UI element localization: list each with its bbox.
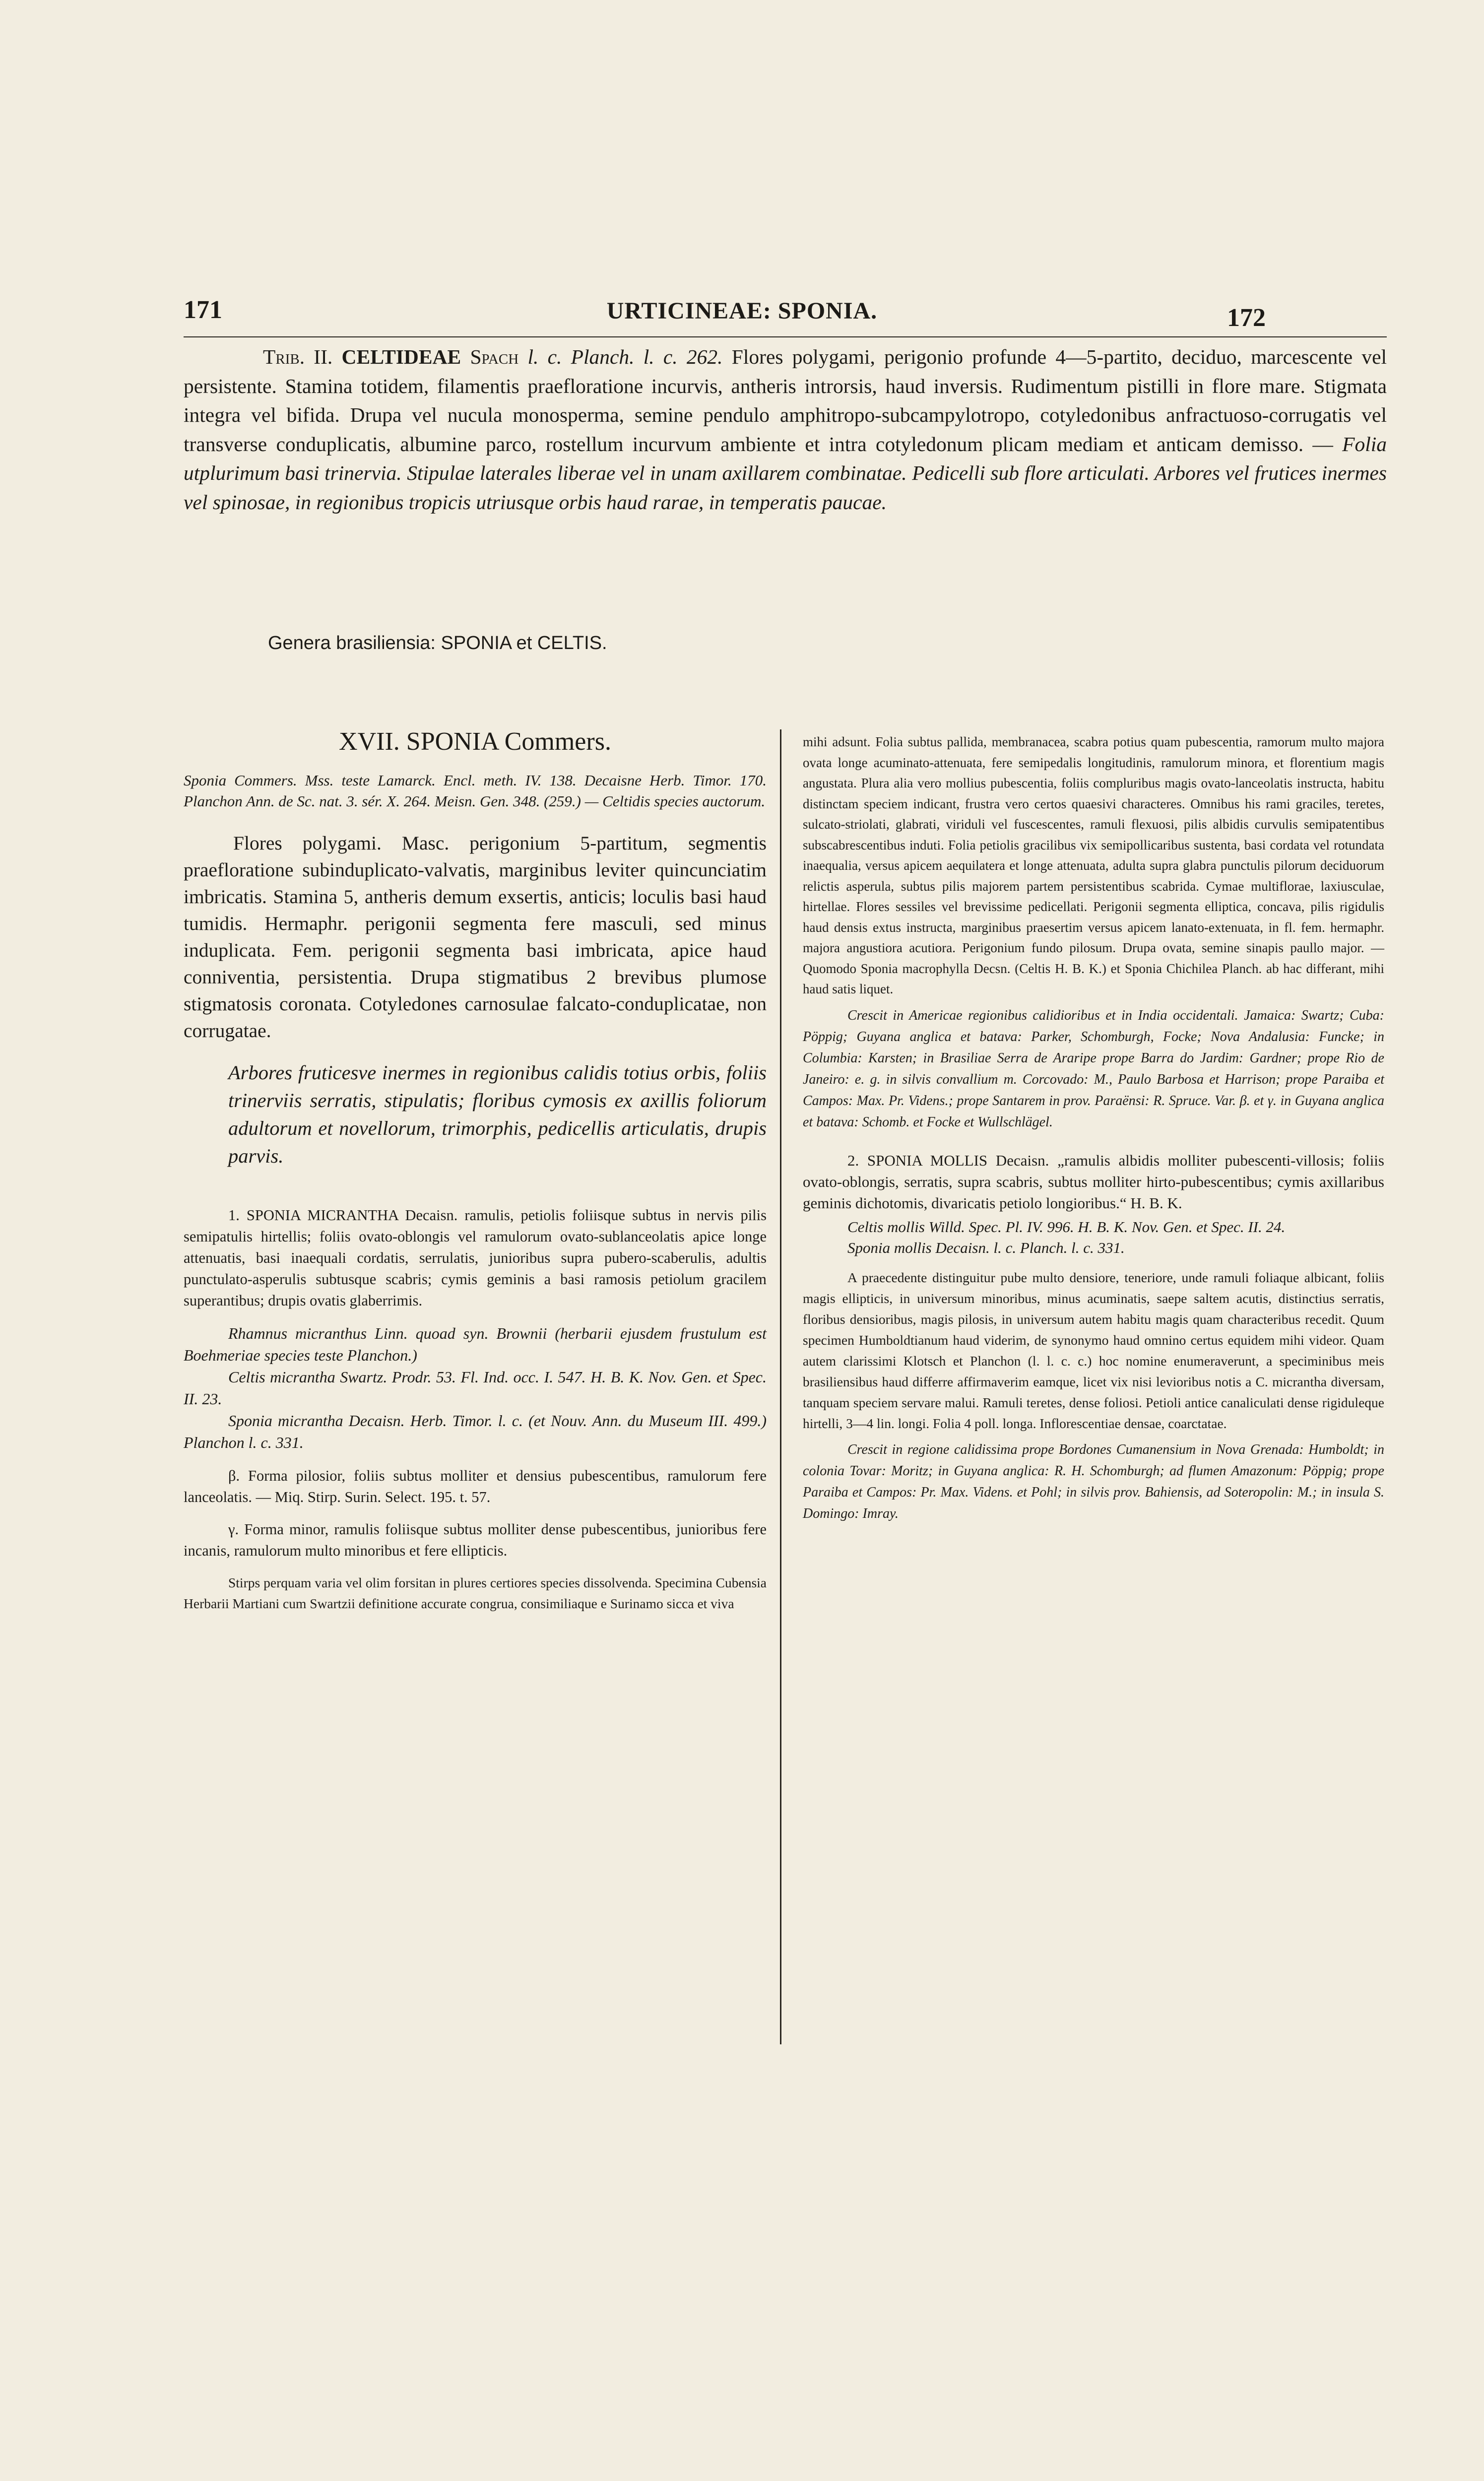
- page-number-right: 172: [1227, 304, 1266, 332]
- species1-ref-3: Sponia micrantha Decaisn. Herb. Timor. l. c. (et Nouv. Ann. du Museum III. 499.) Planchon l. c. 331.: [184, 1412, 767, 1451]
- species2-ref-1: Celtis mollis Willd. Spec. Pl. IV. 996. H. B. K. Nov. Gen. et Spec. II. 24.: [847, 1218, 1286, 1236]
- species1-diagnosis: ramulis, petiolis foliisque subtus in nervis pilis semipatulis hirtellis; foliis ovato-oblongis vel ramulorum ovato-sublanceolatis apice longe attenuatis, basi inaequali cordatis, serrulatis, junioribus supra pubero-scaberulis, adultis punctulato-asperulis subtusque scabris; cymis geminis a basi ramosis petiolum gracilem superantibus; drupis ovatis glaberrimis.: [184, 1207, 767, 1309]
- tribe-ref2: Planch. l. c. 262.: [571, 345, 723, 368]
- genera-brasiliensia: Genera brasiliensia: SPONIA et CELTIS.: [268, 633, 607, 653]
- running-title: URTICINEAE: SPONIA.: [606, 298, 878, 324]
- species2-notes: A praecedente distinguitur pube multo densiore, teneriore, unde ramuli foliaque albicant, foliis magis ellipticis, in universum minoribus, minus acuminatis, saepe saltem acutis, distinctius serratis, floribus densioribus, magis pilosis, in universum autem habitu magis quam characteribus recedit. Quum specimen Humboldtianum haud viderim, de synonymo haud omnino certus equidem mihi videor. Quam autem clarissimi Klotsch et Planchon (l. l. c. c.) hoc nomine enumeraverunt, a speciminibus meis brasiliensibus haud differre affirmaverim eamque, licet vix nisi levioribus notis a C. micrantha diversam, tanquam speciem servare malui. Ramuli teretes, dense foliosi. Petioli antice canaliculati dense rigiduleque hirtelli, 3—4 lin. longi. Folia 4 poll. longa. Inflorescentiae densae, coarctatae.: [803, 1269, 1384, 1431]
- species1-distribution: Crescit in Americae regionibus calidioribus et in India occidentali. Jamaica: Swartz; Cuba: Pöppig; Guyana anglica et batava: Parker, Schomburgh, Focke; Nova Andalusia: Funcke; in Columbia: Karsten; in Brasiliae Serra de Araripe prope Barra do Jardim: Gardner; prope Rio de Janeiro: e. g. in silvis convallium m. Corcovado: M., Paulo Barbosa et Harrison; prope Paraiba et Campos: Max. Pr. Videns.; prope Santarem in prov. Paraënsi: R. Spruce. Var. β. et γ. in Guyana anglica et batava: Schomb. et Focke et Wullschlägel.: [803, 1007, 1384, 1130]
- tribe-text1: Flores polygami, perigonio profunde 4—5-partito, deciduo, marcescente vel persistente. Stamina totidem, filamentis praefloratione incurvis, antheris introrsis, haud inversis. Rudimentum pistilli in flore mare. Stigmata integra vel bifida. Drupa vel nucula monosperma, semine pendulo amphitropo-subcampylotropo, cotyledonibus anfractuoso-corrugatis vel transverse conduplicatis, albumine parco, rostellum incurvum ambiente et intra cotyledonum plicam mediam et anticam demisso. —: [184, 345, 1387, 456]
- species1-var-beta: β. Forma pilosior, foliis subtus molliter et densius pubescentibus, ramulorum fere lanceolatis. — Miq. Stirp. Surin. Select. 195. t. 57.: [184, 1467, 767, 1505]
- species2-heading: 2. SPONIA MOLLIS Decaisn.: [847, 1151, 1049, 1169]
- species1-ref-2: Celtis micrantha Swartz. Prodr. 53. Fl. Ind. occ. I. 547. H. B. K. Nov. Gen. et Spec. II. 23.: [184, 1368, 767, 1408]
- tribe-name: CELTIDEAE: [341, 345, 461, 368]
- species2-distribution: Crescit in regione calidissima prope Bordones Cumanensium in Nova Grenada: Humboldt; in colonia Tovar: Moritz; in Guyana anglica: R. H. Schomburgh; ad flumen Amazonum: Pöppig; prope Paraiba et Campos: Pr. Max. Videns. et Pohl; in silvis prov. Bahiensis, ad Soteropolin: M.; in insula S. Domingo: Imray.: [803, 1441, 1384, 1521]
- species2-entry: [803, 1150, 1384, 1214]
- tribe-description: [184, 342, 1387, 517]
- genus-habit: Arbores fruticesve inermes in regionibus calidis totius orbis, foliis trinerviis serratis, stipulatis; floribus cymosis ex axillis foliorum adultorum et novellorum, trimorphis, pedicellis articulatis, drupis parvis.: [228, 1061, 767, 1167]
- tribe-label: Trib. II.: [263, 345, 333, 368]
- species1-var-gamma: γ. Forma minor, ramulis foliisque subtus molliter dense pubescentibus, junioribus fere incanis, ramulorum multo minoribus et fere ellipticis.: [184, 1521, 767, 1559]
- column-divider: [780, 729, 781, 2044]
- species1-heading: 1. SPONIA MICRANTHA Decaisn.: [228, 1207, 458, 1224]
- species1-ref-1: Rhamnus micranthus Linn. quoad syn. Brownii (herbarii ejusdem frustulum est Boehmeriae species teste Planchon.): [184, 1324, 767, 1364]
- species1-entry: [184, 1205, 767, 1311]
- species2-diagnosis: „ramulis albidis molliter pubescenti-villosis; foliis ovato-oblongis, serratis, supra scabris, subtus molliter hirto-pubescentibus; cymis axillaribus geminis dichotomis, divaricatis petiolo longioribus.“ H. B. K.: [803, 1151, 1384, 1212]
- genus-description: Flores polygami. Masc. perigonium 5-partitum, segmentis praefloratione subinduplicato-valvatis, marginibus leviter quincunciatim imbricatis. Stamina 5, antheris demum exsertis, anticis; loculis basi haud tumidis. Hermaphr. perigonii segmenta fere masculi, sed minus induplicata. Fem. perigonii segmenta basi imbricata, apice haud conniventia, persistentia. Drupa stigmatibus 2 brevibus plumose stigmatosis coronata. Cotyledones carnosulae falcato-conduplicatae, non corrugatae.: [184, 832, 767, 1042]
- species1-notes-right: mihi adsunt. Folia subtus pallida, membranacea, scabra potius quam pubescentia, ramorum multo majora ovata longe acuminato-attenuata, fere semipedalis longitudinis, ramulorum minora, et florentium magis angustata. Plura alia vero mollius pubescentia, foliis compluribus magis ovato-lanceolatis instructa, habitu distinctam speciem indicant, frustra vero certos quaesivi characteres. Omnibus his rami graciles, teretes, sulcato-striolati, glabrati, viriduli vel fuscescentes, ramuli flexuosi, pilis albidis curvulis semipatentibus subscabrescentibus induti. Folia petiolis gracilibus vix semipollicaribus sustenta, basi cordata vel rotundata inaequalia, versus apicem aequilatera et longe attenuata, adulta supra glabra punctulis pilorum deciduorum relictis asperula, subtus pilis majorem partem persistentibus scabrida. Cymae multiflorae, laxiusculae, hirtellae. Flores sessiles vel brevissime pedicellati. Perigonii segmenta elliptica, concava, pilis rigidulis haud densis extus instructa, marginibus praesertim versus apicem lanato-extenuata, in fl. fem. hermaphr. majora angustiora acutiora. Perigonium fundo pilosum. Drupa ovata, semine sinapis paullo major. — Quomodo Sponia macrophylla Decsn. (Celtis H. B. K.) et Sponia Chichilea Planch. ab hac differant, mihi haud satis liquet.: [803, 734, 1384, 996]
- tribe-text2: Folia utplurimum basi trinervia. Stipulae laterales liberae vel in unam axillarem combinatae. Pedicelli sub flore articulati. Arbores vel frutices inermes vel spinosae, in regionibus tropicis utriusque orbis haud rarae, in temperatis paucae.: [184, 432, 1387, 514]
- tribe-authority: Spach: [470, 345, 519, 368]
- genus-title: XVII. SPONIA Commers.: [339, 727, 611, 756]
- header-rule: [184, 336, 1387, 337]
- genus-synonymy: Sponia Commers. Mss. teste Lamarck. Encl. meth. IV. 138. Decaisne Herb. Timor. 170. Planchon Ann. de Sc. nat. 3. sér. X. 264. Meisn. Gen. 348. (259.) — Celtidis species auctorum.: [184, 772, 767, 810]
- tribe-ref1: l. c.: [527, 345, 562, 368]
- species2-ref-2: Sponia mollis Decaisn. l. c. Planch. l. c. 331.: [847, 1239, 1125, 1256]
- page-number-left: 171: [184, 296, 222, 324]
- left-column: [184, 727, 767, 1614]
- species1-notes-left: Stirps perquam varia vel olim forsitan in plures certiores species dissolvenda. Specimina Cubensia Herbarii Martiani cum Swartzii definitione accurate congrua, consimiliaque e Surinamo sicca et viva: [184, 1575, 767, 1611]
- running-header: [0, 295, 1484, 335]
- right-column: [803, 732, 1384, 1541]
